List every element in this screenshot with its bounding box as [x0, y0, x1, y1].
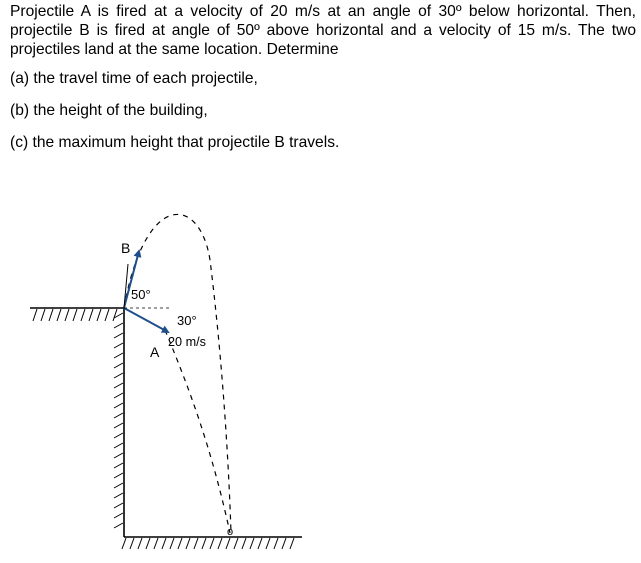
part-b: (b) the height of the building, [10, 102, 208, 119]
part-a: (a) the travel time of each projectile, [10, 70, 258, 87]
landing-mark: o [227, 526, 234, 538]
label-speed-a: 20 m/s [168, 334, 207, 349]
trajectory-b [124, 214, 231, 533]
part-c: (c) the maximum height that projectile B travels. [10, 134, 340, 151]
problem-intro: Projectile A is fired at a velocity of 20 m/s at an angle of 30º below horizontal. Then, projectile B is fired at angle of 50º above horizontal and a velocity of 15 m/s. The two projectiles land at the same location. Determine [10, 3, 636, 58]
building-wall [114, 308, 124, 537]
roof-ground [30, 308, 124, 321]
label-b: B [121, 240, 131, 256]
lower-ground [122, 537, 302, 549]
label-a: A [150, 344, 160, 360]
label-angle-a: 30° [177, 313, 197, 328]
label-angle-b: 50° [131, 287, 151, 302]
trajectory-a [165, 330, 230, 533]
velocity-arrow-a [124, 308, 168, 332]
